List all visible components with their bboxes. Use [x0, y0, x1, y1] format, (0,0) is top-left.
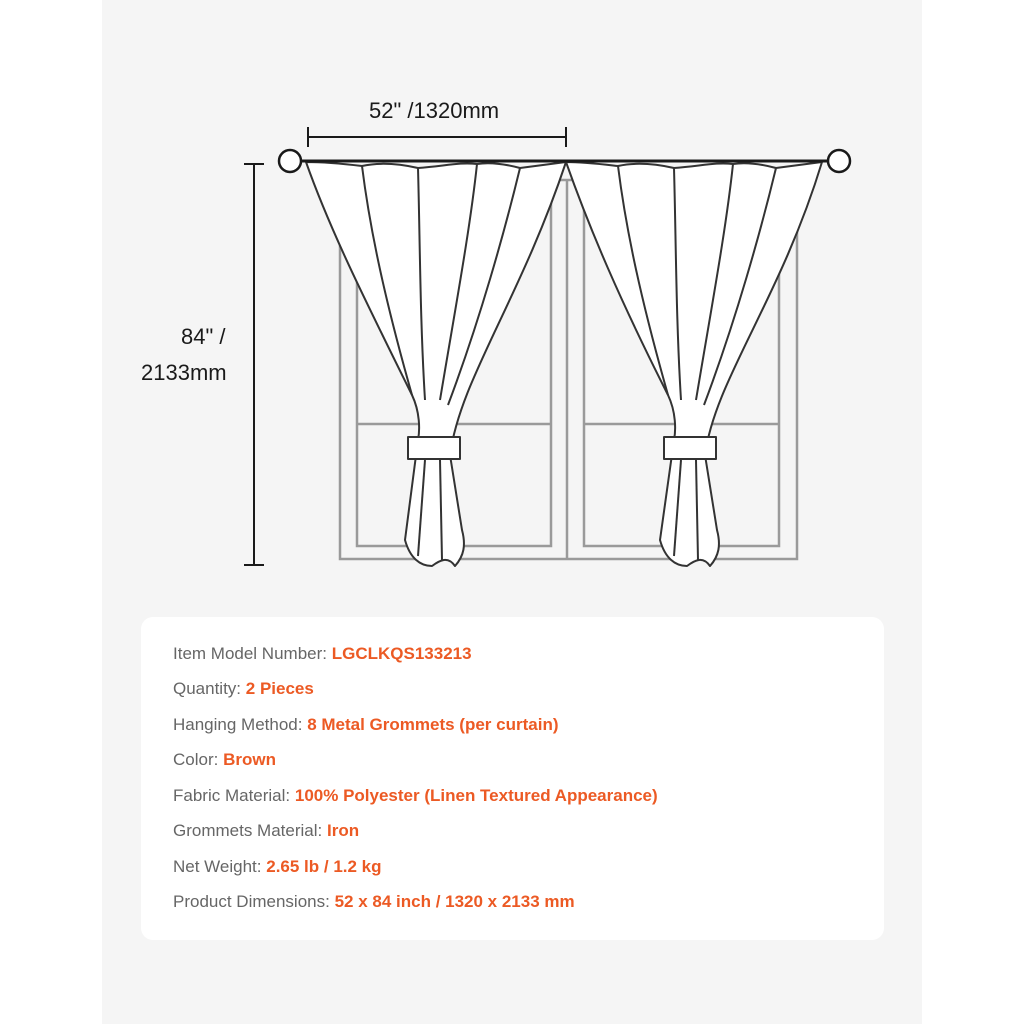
height-dimension-line	[244, 164, 264, 565]
spec-value: Brown	[223, 750, 276, 769]
spec-row-quantity	[173, 679, 314, 699]
spec-label: Grommets Material:	[173, 821, 327, 840]
spec-row-fabric-material	[173, 786, 658, 806]
width-label: 52" /1320mm	[369, 98, 500, 123]
spec-row-grommets-material	[173, 821, 359, 841]
spec-value: 52 x 84 inch / 1320 x 2133 mm	[334, 892, 575, 911]
spec-label: Quantity:	[173, 679, 246, 698]
spec-value: 8 Metal Grommets (per curtain)	[307, 715, 559, 734]
spec-row-model	[173, 644, 472, 664]
spec-value: 100% Polyester (Linen Textured Appearance)	[294, 786, 658, 805]
left-curtain-panel	[306, 162, 566, 566]
spec-value: LGCLKQS133213	[331, 644, 472, 663]
spec-value: Iron	[326, 821, 360, 840]
spec-value: 2.65 lb / 1.2 kg	[266, 857, 382, 876]
width-dimension-line	[308, 127, 566, 147]
spec-card	[141, 617, 884, 940]
right-curtain-panel	[566, 162, 822, 566]
height-label-inches: 84" /	[181, 324, 226, 349]
spec-row-color	[173, 750, 276, 770]
spec-label: Product Dimensions:	[173, 892, 335, 911]
rod-finial-left-icon	[279, 150, 301, 172]
spec-label: Net Weight:	[173, 857, 267, 876]
spec-row-net-weight	[173, 857, 382, 877]
spec-row-product-dimensions	[173, 892, 575, 912]
spec-label: Fabric Material:	[173, 786, 295, 805]
spec-label: Hanging Method:	[173, 715, 308, 734]
height-label-mm: 2133mm	[141, 360, 227, 385]
spec-label: Color:	[173, 750, 224, 769]
spec-value: 2 Pieces	[245, 679, 314, 698]
rod-finial-right-icon	[828, 150, 850, 172]
spec-label: Item Model Number:	[173, 644, 332, 663]
spec-row-hanging-method	[173, 715, 558, 735]
